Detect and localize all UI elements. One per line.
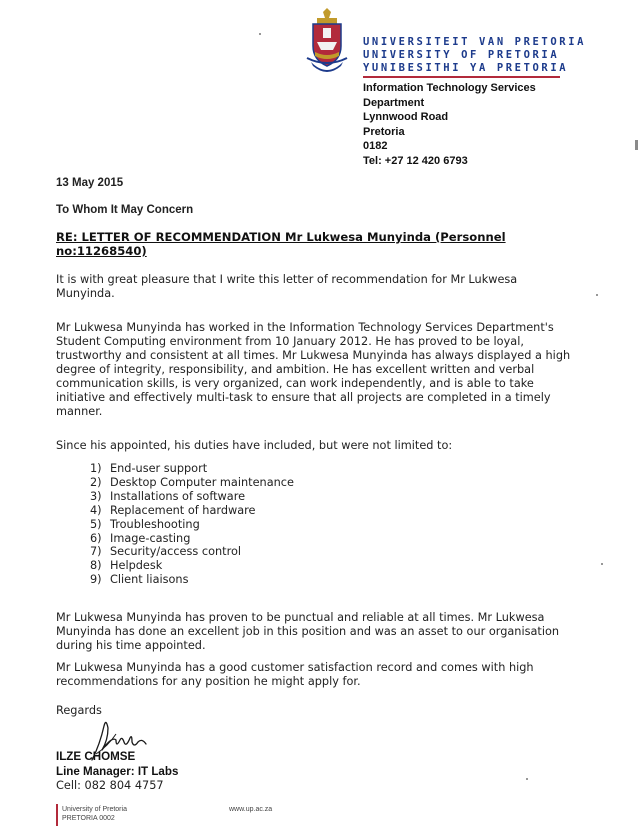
list-item: 6) Image-casting (90, 531, 191, 545)
letterhead-rule (363, 76, 560, 78)
footer-address-line: PRETORIA 0002 (62, 815, 115, 822)
list-item: 7) Security/access control (90, 545, 242, 559)
body-paragraph-employment: Mr Lukwesa Munyinda has worked in the Information Technology Services Department's Student Computing environment from 10 January 2012. He has proved to be loyal, trustworthy and consistent at all times. Mr Lukwesa Munyinda has always displayed a high degree of integrity, responsibility, and ambition. He has excellent written and verbal communication skills, is very organized, can work independently, and is able to take initiative and effectively multi-task to ensure that all projects are completed in a timely manner. (56, 321, 571, 418)
university-name-sepedi: YUNIBESITHI YA PRETORIA (363, 62, 569, 74)
body-paragraph-intro: It is with great pleasure that I write this letter of recommendation for Mr Lukwesa Munyinda. (56, 273, 518, 300)
body-paragraph-satisfaction: Mr Lukwesa Munyinda has a good customer satisfaction record and comes with high recommendations for any position he might apply for. (56, 661, 534, 688)
list-item: 4) Replacement of hardware (90, 503, 256, 517)
closing: Regards (56, 704, 102, 717)
university-name-english: UNIVERSITY OF PRETORIA (363, 49, 560, 61)
list-item: 1) End-user support (90, 462, 208, 475)
department-telephone: Tel: +27 12 420 6793 (363, 154, 468, 167)
signer-block (56, 750, 178, 779)
footer-website: www.up.ac.za (229, 806, 273, 813)
duties-list (90, 462, 294, 587)
university-name-block (363, 36, 586, 78)
university-crest-icon (303, 8, 351, 76)
signer-cell: Cell: 082 804 4757 (56, 779, 164, 792)
body-paragraph-duties-intro: Since his appointed, his duties have included, but were not limited to: (56, 439, 453, 452)
list-item: 2) Desktop Computer maintenance (90, 475, 294, 489)
address-city: Pretoria (363, 125, 405, 138)
salutation: To Whom It May Concern (56, 204, 194, 216)
university-name-afrikaans: UNIVERSITEIT VAN PRETORIA (363, 36, 587, 48)
signer-name: ILZE CHOMSE (56, 750, 136, 763)
list-item: 9) Client liaisons (90, 573, 189, 587)
department-address (363, 81, 536, 168)
scan-speck (259, 33, 261, 35)
list-item: 3) Installations of software (90, 489, 246, 503)
scan-speck (596, 294, 598, 296)
letter-date: 13 May 2015 (56, 177, 124, 189)
scan-speck (526, 778, 528, 780)
address-postal-code: 0182 (363, 140, 388, 152)
footer-divider (56, 804, 58, 826)
subject-line: RE: LETTER OF RECOMMENDATION Mr Lukwesa Munyinda (Personnel no:11268540) (56, 230, 506, 258)
department-label: Department (363, 96, 425, 109)
scan-speck (601, 563, 603, 565)
address-street: Lynnwood Road (363, 111, 449, 123)
signer-title: Line Manager: IT Labs (56, 764, 179, 778)
department-name: Information Technology Services (363, 82, 536, 94)
body-paragraph-punctual: Mr Lukwesa Munyinda has proven to be punctual and reliable at all times. Mr Lukwesa Munyinda has done an excellent job in this position and was an asset to our organisation during his time appointed. (56, 611, 560, 652)
list-item: 5) Troubleshooting (90, 517, 200, 531)
list-item: 8) Helpdesk (90, 559, 163, 573)
footer-address (62, 805, 127, 823)
footer-address-line: University of Pretoria (62, 806, 127, 813)
